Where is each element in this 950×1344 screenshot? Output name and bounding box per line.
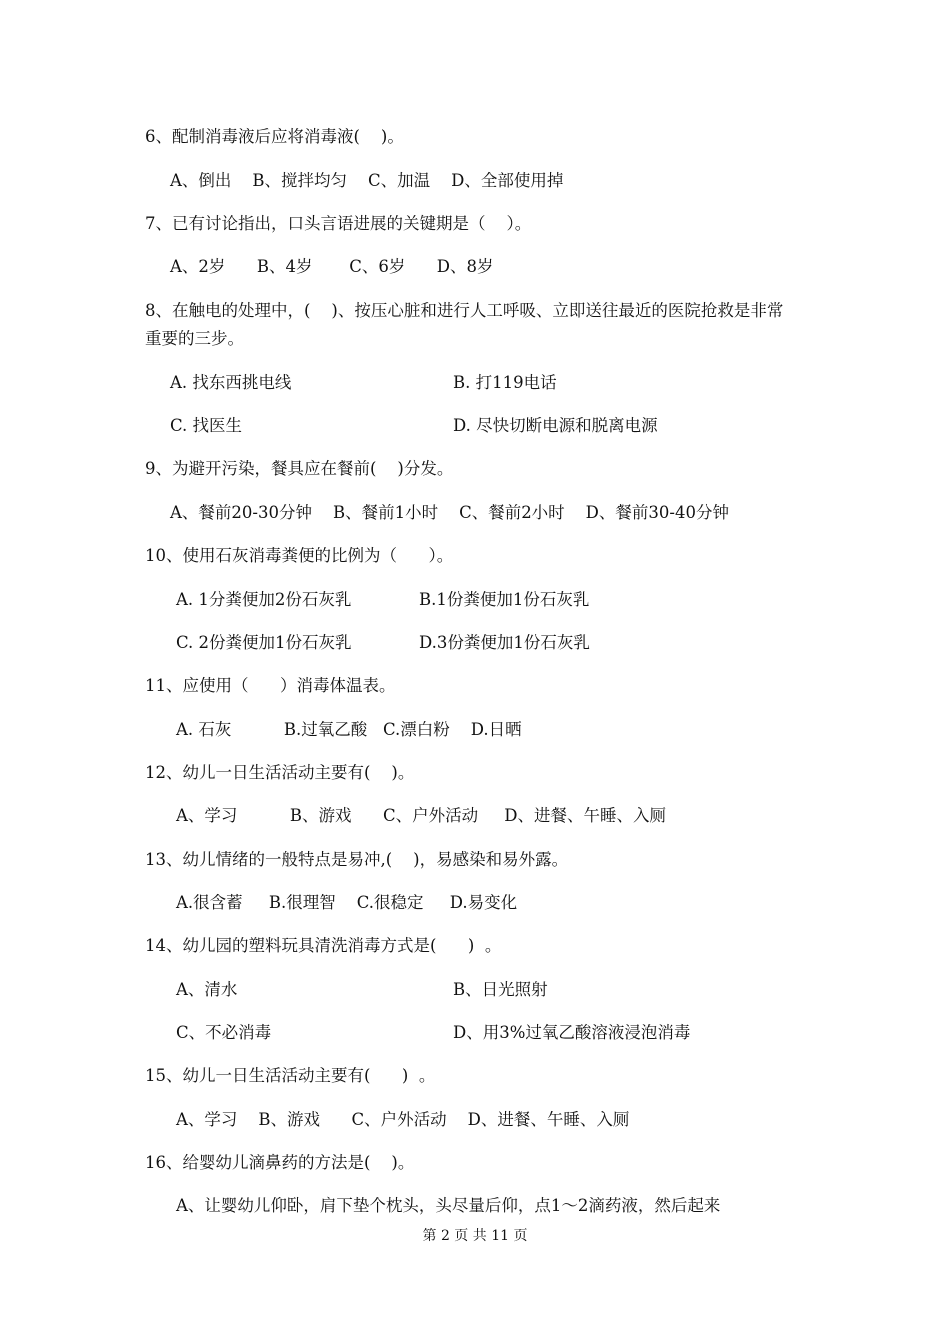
option-10b: B.1份粪便加1份石灰乳 xyxy=(419,590,590,609)
options-7: A、2岁 B、4岁 C、6岁 D、8岁 xyxy=(170,257,494,276)
question-7: 7、已有讨论指出，口头言语进展的关键期是（ ）。 xyxy=(145,214,532,233)
option-8c: C. 找医生 xyxy=(170,416,243,435)
option-10d: D.3份粪便加1份石灰乳 xyxy=(419,633,590,652)
question-14: 14、幼儿园的塑料玩具清洗消毒方式是( ) 。 xyxy=(145,936,502,955)
page-number: 第 2 页 共 11 页 xyxy=(422,1228,528,1244)
question-16: 16、给婴幼儿滴鼻药的方法是( )。 xyxy=(145,1153,415,1172)
question-8-cont: 重要的三步。 xyxy=(145,329,244,348)
option-16a: A、让婴幼儿仰卧，肩下垫个枕头，头尽量后仰，点1～2滴药液，然后起来 xyxy=(176,1196,721,1215)
option-14c: C、不必消毒 xyxy=(176,1023,272,1042)
options-6: A、倒出 B、搅拌均匀 C、加温 D、全部使用掉 xyxy=(170,171,564,190)
option-14d: D、用3%过氧乙酸溶液浸泡消毒 xyxy=(453,1023,691,1042)
question-11: 11、应使用（ ）消毒体温表。 xyxy=(145,676,396,695)
question-10: 10、使用石灰消毒粪便的比例为（ ）。 xyxy=(145,546,454,565)
option-10a: A. 1分粪便加2份石灰乳 xyxy=(176,590,352,609)
option-8a: A. 找东西挑电线 xyxy=(170,373,292,392)
option-10c: C. 2份粪便加1份石灰乳 xyxy=(176,633,352,652)
options-13: A.很含蓄 B.很理智 C.很稳定 D.易变化 xyxy=(176,893,518,912)
option-14b: B、日光照射 xyxy=(453,980,548,999)
question-13: 13、幼儿情绪的一般特点是易冲,( )，易感染和易外露。 xyxy=(145,850,569,869)
question-12: 12、幼儿一日生活活动主要有( )。 xyxy=(145,763,415,782)
option-8b: B. 打119电话 xyxy=(453,373,557,392)
options-15: A、学习 B、游戏 C、户外活动 D、进餐、午睡、入厕 xyxy=(176,1110,630,1129)
options-12: A、学习 B、游戏 C、户外活动 D、进餐、午睡、入厕 xyxy=(176,806,667,825)
options-11: A. 石灰 B.过氧乙酸 C.漂白粉 D.日晒 xyxy=(176,720,522,739)
question-9: 9、为避开污染，餐具应在餐前( )分发。 xyxy=(145,459,454,478)
option-8d: D. 尽快切断电源和脱离电源 xyxy=(453,416,658,435)
option-14a: A、清水 xyxy=(176,980,238,999)
question-15: 15、幼儿一日生活活动主要有( ) 。 xyxy=(145,1066,436,1085)
options-9: A、餐前20-30分钟 B、餐前1小时 C、餐前2小时 D、餐前30-40分钟 xyxy=(170,503,729,522)
question-8: 8、在触电的处理中，( )、按压心脏和进行人工呼吸、立即送往最近的医院抢救是非常 xyxy=(145,301,784,320)
question-6: 6、配制消毒液后应将消毒液( )。 xyxy=(145,127,404,146)
